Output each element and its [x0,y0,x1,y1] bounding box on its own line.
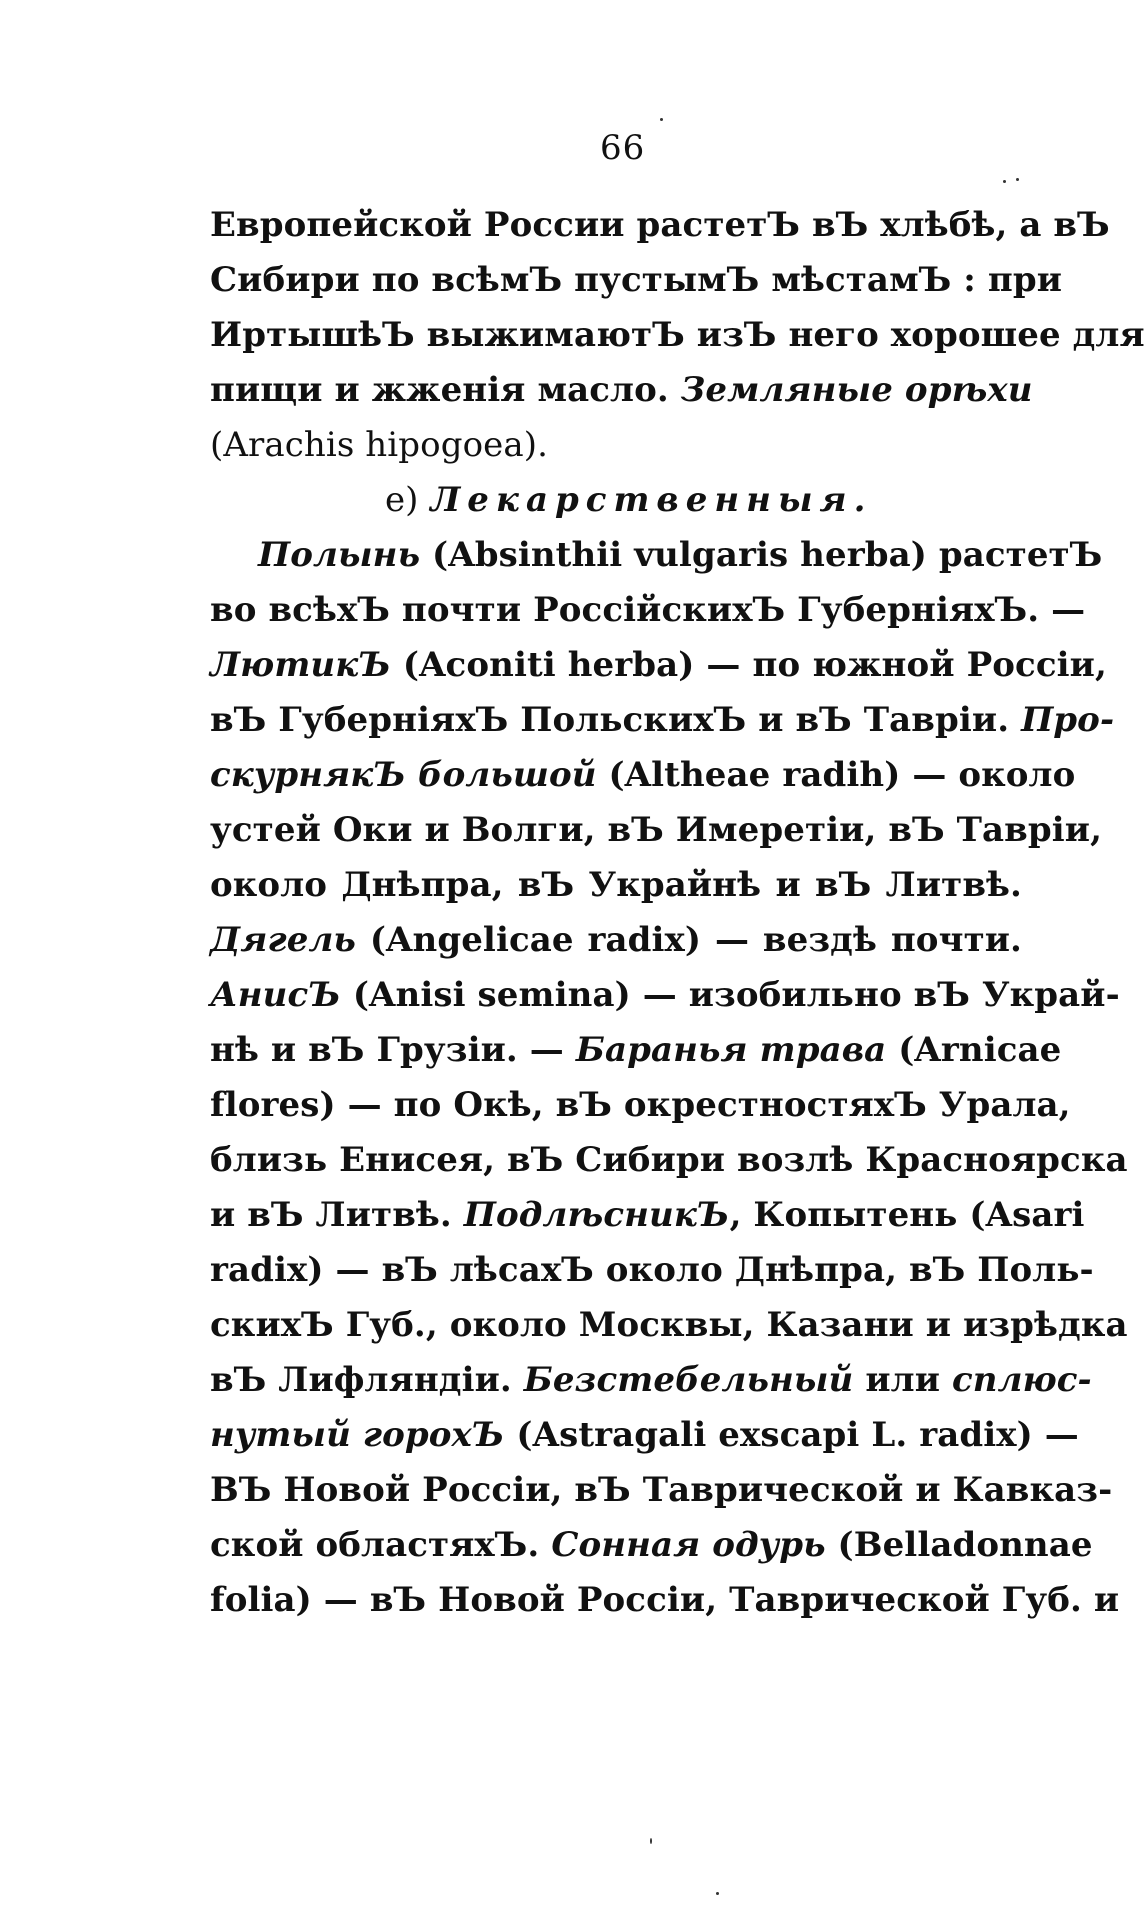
print-speck [1003,180,1006,183]
print-speck [660,118,663,121]
text-line: пищи и жженія масло. Земляные орѣхи [210,370,1033,410]
text-line: flores) — по Окѣ, вЪ окрестностяхЪ Урала, [210,1085,1071,1125]
text-line: Европейской России растетЪ вЪ хлѣбѣ, а вЪ [210,205,1110,245]
text-line: во всѣхЪ почти РоссійскихЪ ГуберніяхЪ. — [210,590,1086,630]
text-line: нутый горохЪ (Astragali exscapi L. radix) — [210,1415,1079,1455]
italic-term: скурнякЪ большой [210,755,597,795]
text-line: ИртышѣЪ выжимаютЪ изЪ него хорошее для [210,315,1145,355]
italic-term: Земляные орѣхи [680,370,1033,410]
text-line: Сибири по всѣмЪ пустымЪ мѣстамЪ : при [210,260,1063,300]
section-title: Лекарственныя. [430,480,873,520]
text-line: Дягель (Angelicae radix) — вездѣ почти. [210,920,1022,960]
text-line: нѣ и вЪ Грузіи. — Баранья трава (Arnicae [210,1030,1062,1070]
italic-term: Про- [1021,700,1115,740]
text-line: ЛютикЪ (Aconiti herba) — по южной Россіи, [210,645,1107,685]
print-speck [1016,178,1019,181]
section-heading [210,473,1022,528]
text-line: folia) — вЪ Новой Россіи, Таврической Губ. и [210,1580,1120,1620]
text-line: и вЪ Литвѣ. ПодлѣсникЪ, Копытень (Asari [210,1195,1085,1235]
italic-term: сплюс- [951,1360,1092,1400]
italic-term: Полынь [258,535,421,575]
italic-term: ЛютикЪ [210,645,391,685]
text-line: устей Оки и Волги, вЪ Имеретіи, вЪ Тавріи, [210,810,1103,850]
text-line: (Arachis hipogoea). [210,425,549,465]
page-number: 66 [600,128,646,168]
italic-term: нутый горохЪ [210,1415,505,1455]
italic-term: Сонная одурь [551,1525,826,1565]
text-line: Полынь (Absinthii vulgaris herba) растетЪ [258,535,1103,575]
text-line: radix) — вЪ лѣсахЪ около Днѣпра, вЪ Поль- [210,1250,1094,1290]
text-line: близь Енисея, вЪ Сибири возлѣ Красноярска [210,1140,1128,1180]
text-line: скихЪ Губ., около Москвы, Казани и изрѣдка [210,1305,1128,1345]
text-line: скурнякЪ большой (Altheae radih) — около [210,755,1076,795]
body-text [210,198,1145,1628]
text-line: ВЪ Новой Россіи, вЪ Таврической и Кавказ- [210,1470,1113,1510]
section-marker: е) [385,480,419,520]
print-speck [650,1838,652,1844]
text-line: вЪ ГуберніяхЪ ПольскихЪ и вЪ Тавріи. Про- [210,700,1115,740]
text-line: вЪ Лифляндіи. Безстебельный или сплюс- [210,1360,1092,1400]
italic-term: Дягель [210,920,356,960]
italic-term: АнисЪ [210,975,341,1015]
print-speck [716,1892,719,1895]
text-line: около Днѣпра, вЪ Украйнѣ и вЪ Литвѣ. [210,865,1022,905]
italic-term: ПодлѣсникЪ [463,1195,730,1235]
italic-term: Баранья трава [575,1030,887,1070]
text-line: ской областяхЪ. Сонная одурь (Belladonnae [210,1525,1093,1565]
italic-term: Безстебельный [523,1360,854,1400]
text-line: АнисЪ (Anisi semina) — изобильно вЪ Украй- [210,975,1120,1015]
